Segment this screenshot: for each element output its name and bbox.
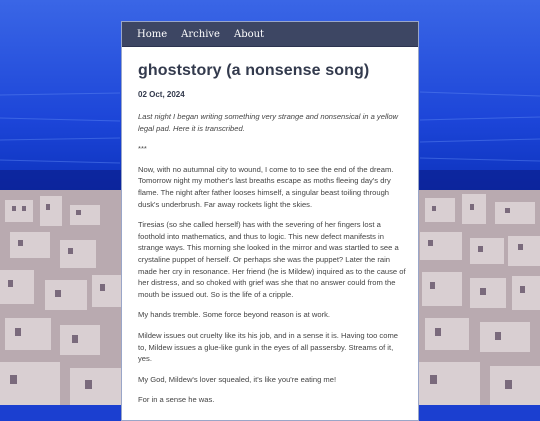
post-separator: *** [138,144,147,154]
post-paragraph: My hands tremble. Some force beyond reason is at work. [138,310,331,320]
post-paragraph: Now, with no autumnal city to wound, I come to to see the end of the dream. Tomorrow night my mother's last breaths escape as moths fleeing day's dry flame. The night after father looses himself, a singular beast toiling through dusk's underbrush. Far away rockets light the skies. [138,164,394,209]
nav-link-home[interactable]: Home [137,28,168,40]
post-content [122,47,418,406]
post-date: 02 Oct, 2024 [138,90,185,99]
nav-link-about[interactable]: About [233,28,265,40]
post-intro: Last night I began writing something very strange and nonsensical in a yellow legal pad. Here it is transcribed. [138,112,399,133]
post-paragraph: My God, Mildew's lover squealed, it's like you're eating me! [138,374,337,384]
top-nav [122,22,418,47]
post-card [121,21,419,421]
post-paragraph: Mildew issues out cruelty like its his job, and in a sense it is. Having too come to, Mildew issues a glue-like gunk in the eyes of all passersby. Streams of it, yes. [138,330,398,364]
post-paragraph: For in a sense he was. [138,395,215,405]
nav-link-archive[interactable]: Archive [181,28,220,40]
post-paragraph: Tiresias (so she called herself) has with the severing of her fingers lost a foothold into mathematics, and thus to logic. This new defect manifests in strange ways. This morning she looked in the mirror and was startled to see a crystaline puppet of herself. Or perhaps she was the puppet? Later the rain made her cry in resonance. Her friend (he is Mildew) inquired as to the cause of her distress, and so choked with grief was she that no answer could from the mouth be issued out. So is the life of a cripple. [138,220,406,299]
post-title: ghoststory (a nonsense song) [138,62,370,79]
